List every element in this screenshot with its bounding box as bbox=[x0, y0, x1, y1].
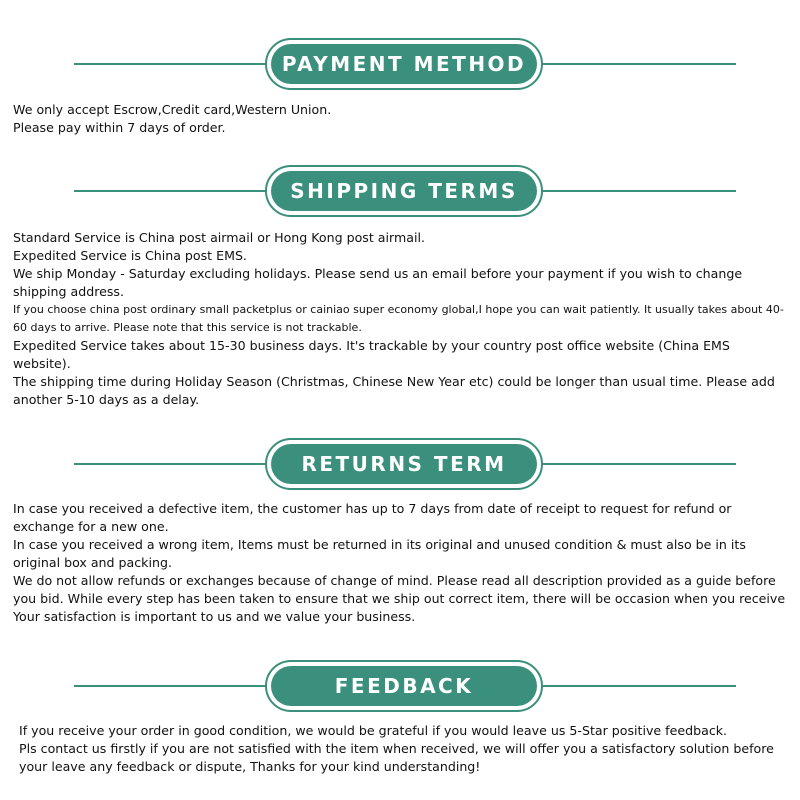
returns-line: In case you received a defective item, the customer has up to 7 days from date of receipt to request for refund or exchange for a new one. bbox=[13, 501, 732, 534]
header-divider-right bbox=[536, 463, 736, 465]
header-divider-right bbox=[536, 685, 736, 687]
feedback-title: FEEDBACK bbox=[271, 666, 537, 706]
header-pill bbox=[265, 660, 543, 712]
payment-method-title: PAYMENT METHOD bbox=[271, 44, 537, 84]
shipping-terms-title: SHIPPING TERMS bbox=[271, 171, 537, 211]
shipping-line: If you choose china post ordinary small packetplus or cainiao super economy global,I hope you can wait patiently. It usually takes about 40-60 days to arrive. Please note that this service is not trackable. bbox=[13, 303, 784, 334]
returns-line: Your satisfaction is important to us and we value your business. bbox=[13, 609, 416, 624]
payment-line: We only accept Escrow,Credit card,Western Union. bbox=[13, 102, 332, 117]
header-divider-left bbox=[74, 190, 274, 192]
feedback-line: If you receive your order in good condition, we would be grateful if you would leave us 5-Star positive feedback. bbox=[19, 723, 728, 738]
returns-term-title: RETURNS TERM bbox=[271, 444, 537, 484]
returns-term-header bbox=[0, 436, 800, 492]
header-divider-left bbox=[74, 63, 274, 65]
header-pill bbox=[265, 165, 543, 217]
shipping-line: Expedited Service is China post EMS. bbox=[13, 248, 247, 263]
returns-term-text bbox=[13, 500, 789, 626]
header-divider-left bbox=[74, 685, 274, 687]
header-divider-right bbox=[536, 63, 736, 65]
shipping-line: Standard Service is China post airmail or Hong Kong post airmail. bbox=[13, 230, 425, 245]
returns-line: In case you received a wrong item, Items must be returned in its original and unused condition & must also be in its original box and packing. bbox=[13, 537, 746, 570]
returns-line: We do not allow refunds or exchanges because of change of mind. Please read all description provided as a guide before you bid. While every step has been taken to ensure that we ship out correct item, there will be occasion when you receive bbox=[13, 573, 786, 606]
header-divider-left bbox=[74, 463, 274, 465]
feedback-line: Pls contact us firstly if you are not satisfied with the item when received, we will offer you a satisfactory solution before your leave any feedback or dispute, Thanks for your kind understanding! bbox=[19, 741, 774, 774]
header-pill bbox=[265, 438, 543, 490]
payment-method-text bbox=[13, 101, 789, 137]
shipping-line: The shipping time during Holiday Season (Christmas, Chinese New Year etc) could be longer than usual time. Please add another 5-10 days as a delay. bbox=[13, 374, 775, 407]
payment-line: Please pay within 7 days of order. bbox=[13, 120, 226, 135]
feedback-text bbox=[13, 722, 789, 776]
header-pill bbox=[265, 38, 543, 90]
shipping-line: Expedited Service takes about 15-30 business days. It's trackable by your country post office website (China EMS website). bbox=[13, 338, 730, 371]
shipping-line: We ship Monday - Saturday excluding holidays. Please send us an email before your payment if you wish to change shipping address. bbox=[13, 266, 743, 299]
payment-method-header bbox=[0, 36, 800, 92]
shipping-terms-text bbox=[13, 229, 789, 409]
shipping-terms-header bbox=[0, 163, 800, 219]
header-divider-right bbox=[536, 190, 736, 192]
feedback-header bbox=[0, 658, 800, 714]
